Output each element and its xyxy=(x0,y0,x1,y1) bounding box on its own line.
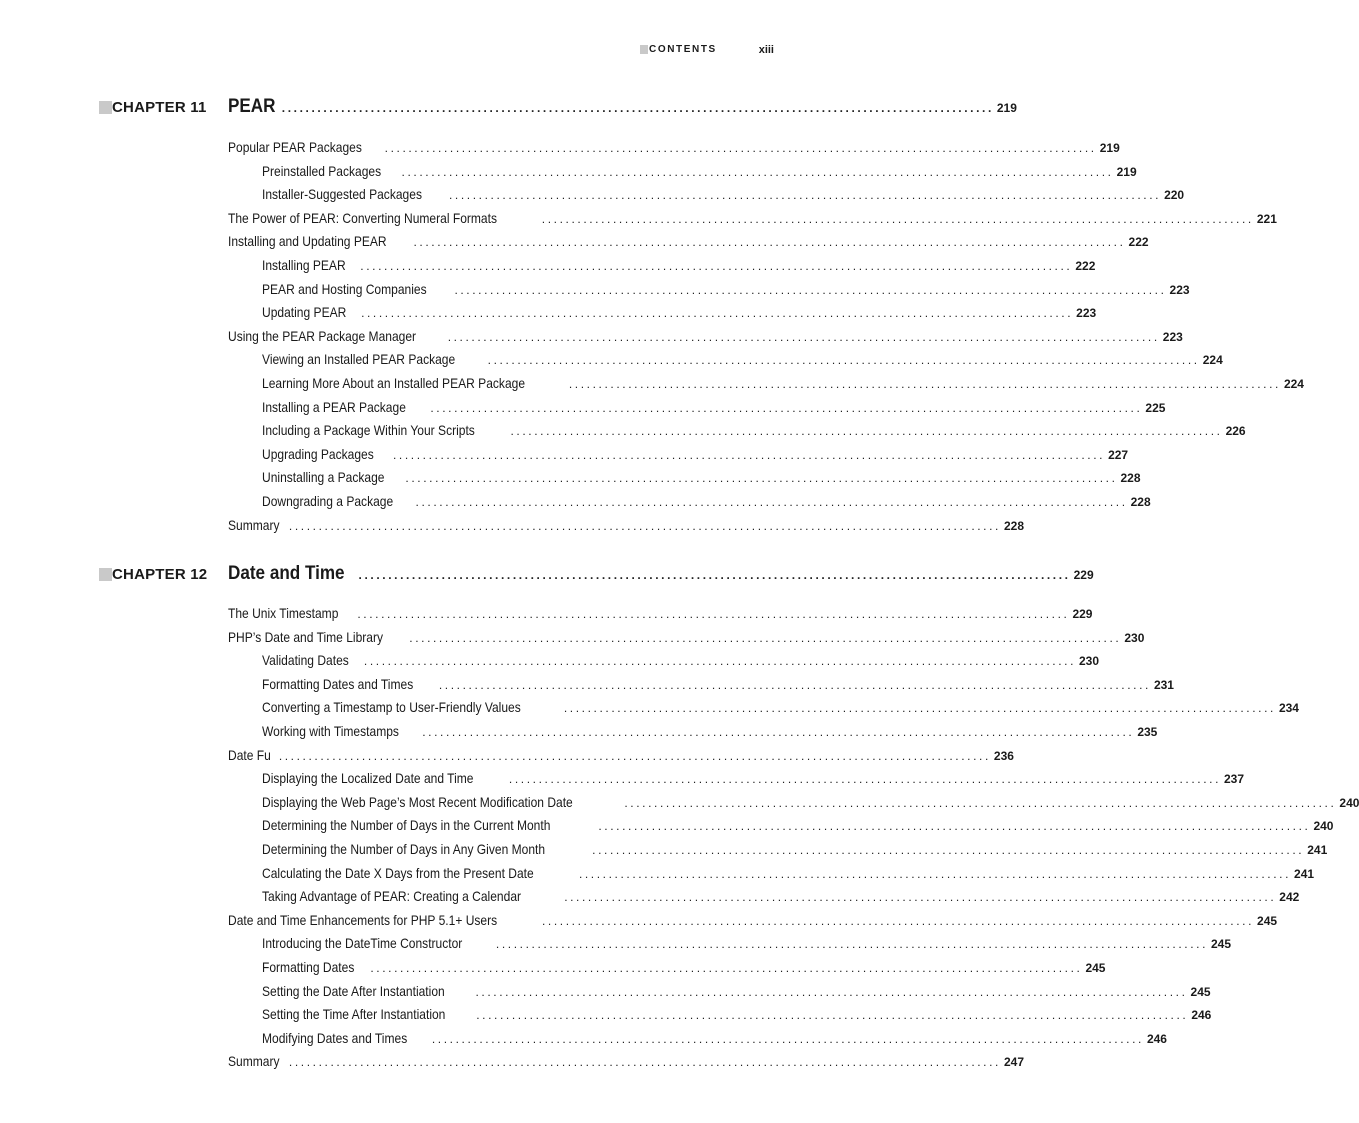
dot-leader: ........................................................................................................................ xyxy=(476,1008,1189,1022)
toc-subsection-entry[interactable] xyxy=(262,886,1300,906)
toc-entry-title: Modifying Dates and Times xyxy=(262,1030,408,1046)
toc-page-number: 228 xyxy=(1130,495,1151,509)
toc-entry-title: Preinstalled Packages xyxy=(262,163,382,179)
toc-entry-title: Including a Package Within Your Scripts xyxy=(262,422,475,438)
toc-section-entry[interactable] xyxy=(228,745,1014,765)
dot-leader: ........................................................................................................................ xyxy=(415,495,1128,509)
toc-subsection-entry[interactable] xyxy=(262,863,1315,883)
toc-section-entry[interactable] xyxy=(228,326,1183,346)
header-label: CONTENTS xyxy=(649,44,717,55)
toc-entry-title: Displaying the Localized Date and Time xyxy=(262,770,474,786)
chapter-number: CHAPTER 11 xyxy=(112,99,207,116)
dot-leader: ........................................................................................................................ xyxy=(422,725,1135,739)
toc-subsection-entry[interactable] xyxy=(262,957,1106,977)
dot-leader: ........................................................................................................................ xyxy=(475,985,1188,999)
dot-leader: ........................................................................................................................ xyxy=(541,212,1254,226)
toc-page-number: 236 xyxy=(993,749,1014,763)
toc-page-number: 240 xyxy=(1339,796,1359,810)
toc-page-number: 221 xyxy=(1256,212,1277,226)
running-header xyxy=(640,43,780,57)
dot-leader: ........................................................................................................................ xyxy=(278,749,991,763)
chapter-title-row[interactable] xyxy=(228,561,1094,587)
toc-entry-title: PHP’s Date and Time Library xyxy=(228,629,384,645)
toc-subsection-entry[interactable] xyxy=(262,255,1096,275)
toc-page-number: 225 xyxy=(1145,401,1166,415)
toc-entry-title: Installing PEAR xyxy=(262,257,346,273)
chapter-number: CHAPTER 12 xyxy=(112,566,208,583)
toc-page-number: 246 xyxy=(1191,1008,1212,1022)
toc-page-number: 230 xyxy=(1079,654,1100,668)
toc-subsection-entry[interactable] xyxy=(262,792,1359,812)
toc-entry-title: Downgrading a Package xyxy=(262,493,394,509)
toc-subsection-entry[interactable] xyxy=(262,349,1223,369)
chapter-marker xyxy=(99,568,112,581)
toc-subsection-entry[interactable] xyxy=(262,674,1174,694)
toc-entry-title: Introducing the DateTime Constructor xyxy=(262,935,463,951)
dot-leader: ........................................................................................................................ xyxy=(357,607,1070,621)
dot-leader: ........................................................................................................................ xyxy=(413,235,1126,249)
toc-entry-title: Installing and Updating PEAR xyxy=(228,233,387,249)
dot-leader: ........................................................................................................................ xyxy=(568,377,1281,391)
toc-page-number: 220 xyxy=(1164,188,1185,202)
dot-leader: ........................................................................................................................ xyxy=(454,283,1167,297)
dot-leader: ........................................................................................................................ xyxy=(438,678,1151,692)
toc-entry-title: Viewing an Installed PEAR Package xyxy=(262,351,456,367)
toc-page-number: 223 xyxy=(1076,306,1097,320)
toc-entry-title: Learning More About an Installed PEAR Package xyxy=(262,375,526,391)
toc-subsection-entry[interactable] xyxy=(262,768,1245,788)
toc-entry-title: Summary xyxy=(228,517,280,533)
toc-section-entry[interactable] xyxy=(228,627,1145,647)
toc-page-number: 230 xyxy=(1124,631,1145,645)
toc-subsection-entry[interactable] xyxy=(262,721,1158,741)
toc-section-entry[interactable] xyxy=(228,515,1025,535)
toc-subsection-entry[interactable] xyxy=(262,397,1166,417)
toc-subsection-entry[interactable] xyxy=(262,161,1137,181)
dot-leader: ........................................................................................................................ xyxy=(495,937,1208,951)
toc-entry-title: Determining the Number of Days in Any Given Month xyxy=(262,841,546,857)
toc-page-number: 223 xyxy=(1162,330,1183,344)
dot-leader: ........................................................................................................................ xyxy=(430,401,1143,415)
toc-section-entry[interactable] xyxy=(228,231,1149,251)
toc-page-number: 245 xyxy=(1257,914,1278,928)
toc-subsection-entry[interactable] xyxy=(262,697,1299,717)
toc-subsection-entry[interactable] xyxy=(262,373,1304,393)
toc-subsection-entry[interactable] xyxy=(262,1004,1212,1024)
dot-leader: ........................................................................................................................ xyxy=(624,796,1337,810)
toc-page-number: 235 xyxy=(1137,725,1158,739)
toc-entry-title: Using the PEAR Package Manager xyxy=(228,328,417,344)
toc-entry-title: Date and Time xyxy=(228,563,345,584)
toc-page-number: 247 xyxy=(1003,1055,1025,1069)
toc-page-number: 237 xyxy=(1224,772,1245,786)
chapter-title-row[interactable] xyxy=(228,94,1017,120)
dot-leader: ........................................................................................................................ xyxy=(592,843,1305,857)
dot-leader: ........................................................................................................................ xyxy=(363,654,1076,668)
toc-entry-title: Formatting Dates and Times xyxy=(262,676,414,692)
toc-entry-title: The Power of PEAR: Converting Numeral Formats xyxy=(228,210,497,226)
toc-page-number: 240 xyxy=(1313,819,1334,833)
toc-entry-title: Popular PEAR Packages xyxy=(228,139,362,155)
dot-leader: ........................................................................................................................ xyxy=(281,101,994,115)
dot-leader: ........................................................................................................................ xyxy=(401,165,1114,179)
toc-entry-title: Displaying the Web Page’s Most Recent Modification Date xyxy=(262,794,573,810)
dot-leader: ........................................................................................................................ xyxy=(447,330,1160,344)
toc-subsection-entry[interactable] xyxy=(262,839,1328,859)
toc-page-number: 228 xyxy=(1003,519,1025,533)
dot-leader: ........................................................................................................................ xyxy=(563,701,1276,715)
toc-section-entry[interactable] xyxy=(228,1051,1025,1071)
toc-page-number: 245 xyxy=(1211,937,1232,951)
toc-entry-title: The Unix Timestamp xyxy=(228,605,339,621)
toc-subsection-entry[interactable] xyxy=(262,467,1141,487)
toc-subsection-entry[interactable] xyxy=(262,184,1185,204)
toc-entry-title: Upgrading Packages xyxy=(262,446,374,462)
dot-leader: ........................................................................................................................ xyxy=(578,867,1292,881)
chapter-marker xyxy=(99,101,112,114)
toc-entry-title: Formatting Dates xyxy=(262,959,355,975)
dot-leader: ........................................................................................................................ xyxy=(288,1055,1001,1069)
toc-page-number: 222 xyxy=(1075,259,1096,273)
toc-page-number: 222 xyxy=(1128,235,1149,249)
toc-page-number: 219 xyxy=(1116,165,1137,179)
toc-entry-title: PEAR xyxy=(228,96,276,117)
toc-entry-title: Working with Timestamps xyxy=(262,723,399,739)
toc-page-number: 241 xyxy=(1307,843,1328,857)
toc-page-number: 227 xyxy=(1108,448,1129,462)
toc-page-number: 226 xyxy=(1225,424,1246,438)
toc-subsection-entry[interactable] xyxy=(262,302,1097,322)
dot-leader: ........................................................................................................................ xyxy=(288,519,1001,533)
toc-section-entry[interactable] xyxy=(228,603,1093,623)
toc-subsection-entry[interactable] xyxy=(262,491,1151,511)
toc-entry-title: PEAR and Hosting Companies xyxy=(262,281,427,297)
toc-subsection-entry[interactable] xyxy=(262,444,1129,464)
toc-subsection-entry[interactable] xyxy=(262,650,1100,670)
toc-entry-title: Taking Advantage of PEAR: Creating a Calendar xyxy=(262,888,522,904)
toc-entry-title: Date Fu xyxy=(228,747,271,763)
toc-entry-title: Setting the Date After Instantiation xyxy=(262,983,445,999)
toc-entry-title: Determining the Number of Days in the Current Month xyxy=(262,817,551,833)
dot-leader: ........................................................................................................................ xyxy=(598,819,1311,833)
toc-entry-title: Date and Time Enhancements for PHP 5.1+ Users xyxy=(228,912,498,928)
dot-leader: ........................................................................................................................ xyxy=(564,890,1277,904)
toc-page-number: 246 xyxy=(1146,1032,1167,1046)
dot-leader: ........................................................................................................................ xyxy=(508,772,1221,786)
dot-leader: ........................................................................................................................ xyxy=(392,448,1106,462)
toc-subsection-entry[interactable] xyxy=(262,420,1246,440)
toc-section-entry[interactable] xyxy=(228,137,1120,157)
header-page-number: xiii xyxy=(758,44,774,56)
toc-subsection-entry[interactable] xyxy=(262,981,1211,1001)
toc-entry-title: Validating Dates xyxy=(262,652,349,668)
dot-leader: ........................................................................................................................ xyxy=(384,141,1097,155)
dot-leader: ........................................................................................................................ xyxy=(361,306,1074,320)
toc-page-number: 219 xyxy=(1099,141,1120,155)
dot-leader: ........................................................................................................................ xyxy=(405,471,1118,485)
dot-leader: ........................................................................................................................ xyxy=(360,259,1073,273)
toc-entry-title: Setting the Time After Instantiation xyxy=(262,1006,446,1022)
toc-page-number: 224 xyxy=(1283,377,1304,391)
toc-page-number: 242 xyxy=(1279,890,1300,904)
toc-page-number: 223 xyxy=(1169,283,1190,297)
toc-page-number: 228 xyxy=(1120,471,1141,485)
toc-page-number: 224 xyxy=(1202,353,1223,367)
toc-subsection-entry[interactable] xyxy=(262,279,1190,299)
toc-page-number: 229 xyxy=(1072,607,1093,621)
toc-page-number: 245 xyxy=(1085,961,1106,975)
dot-leader: ........................................................................................................................ xyxy=(510,424,1223,438)
toc-entry-title: Installer-Suggested Packages xyxy=(262,186,422,202)
dot-leader: ........................................................................................................................ xyxy=(358,568,1071,582)
header-marker xyxy=(640,45,648,54)
dot-leader: ........................................................................................................................ xyxy=(409,631,1122,645)
dot-leader: ........................................................................................................................ xyxy=(431,1032,1144,1046)
toc-subsection-entry[interactable] xyxy=(262,1028,1167,1048)
toc-page-number: 241 xyxy=(1294,867,1315,881)
toc-entry-title: Uninstalling a Package xyxy=(262,469,385,485)
toc-subsection-entry[interactable] xyxy=(262,815,1334,835)
toc-entry-title: Converting a Timestamp to User-Friendly Values xyxy=(262,699,521,715)
toc-subsection-entry[interactable] xyxy=(262,933,1232,953)
toc-section-entry[interactable] xyxy=(228,208,1277,228)
toc-entry-title: Summary xyxy=(228,1053,280,1069)
toc-page-number: 234 xyxy=(1278,701,1299,715)
toc-entry-title: Updating PEAR xyxy=(262,304,347,320)
toc-page-number: 245 xyxy=(1190,985,1211,999)
dot-leader: ........................................................................................................................ xyxy=(449,188,1162,202)
toc-page-number: 231 xyxy=(1153,678,1174,692)
toc-entry-title: Installing a PEAR Package xyxy=(262,399,406,415)
dot-leader: ........................................................................................................................ xyxy=(541,914,1255,928)
toc-page-number: 219 xyxy=(996,101,1017,115)
dot-leader: ........................................................................................................................ xyxy=(487,353,1200,367)
toc-entry-title: Calculating the Date X Days from the Present Date xyxy=(262,865,534,881)
toc-page-number: 229 xyxy=(1073,568,1094,582)
toc-section-entry[interactable] xyxy=(228,910,1278,930)
dot-leader: ........................................................................................................................ xyxy=(370,961,1083,975)
